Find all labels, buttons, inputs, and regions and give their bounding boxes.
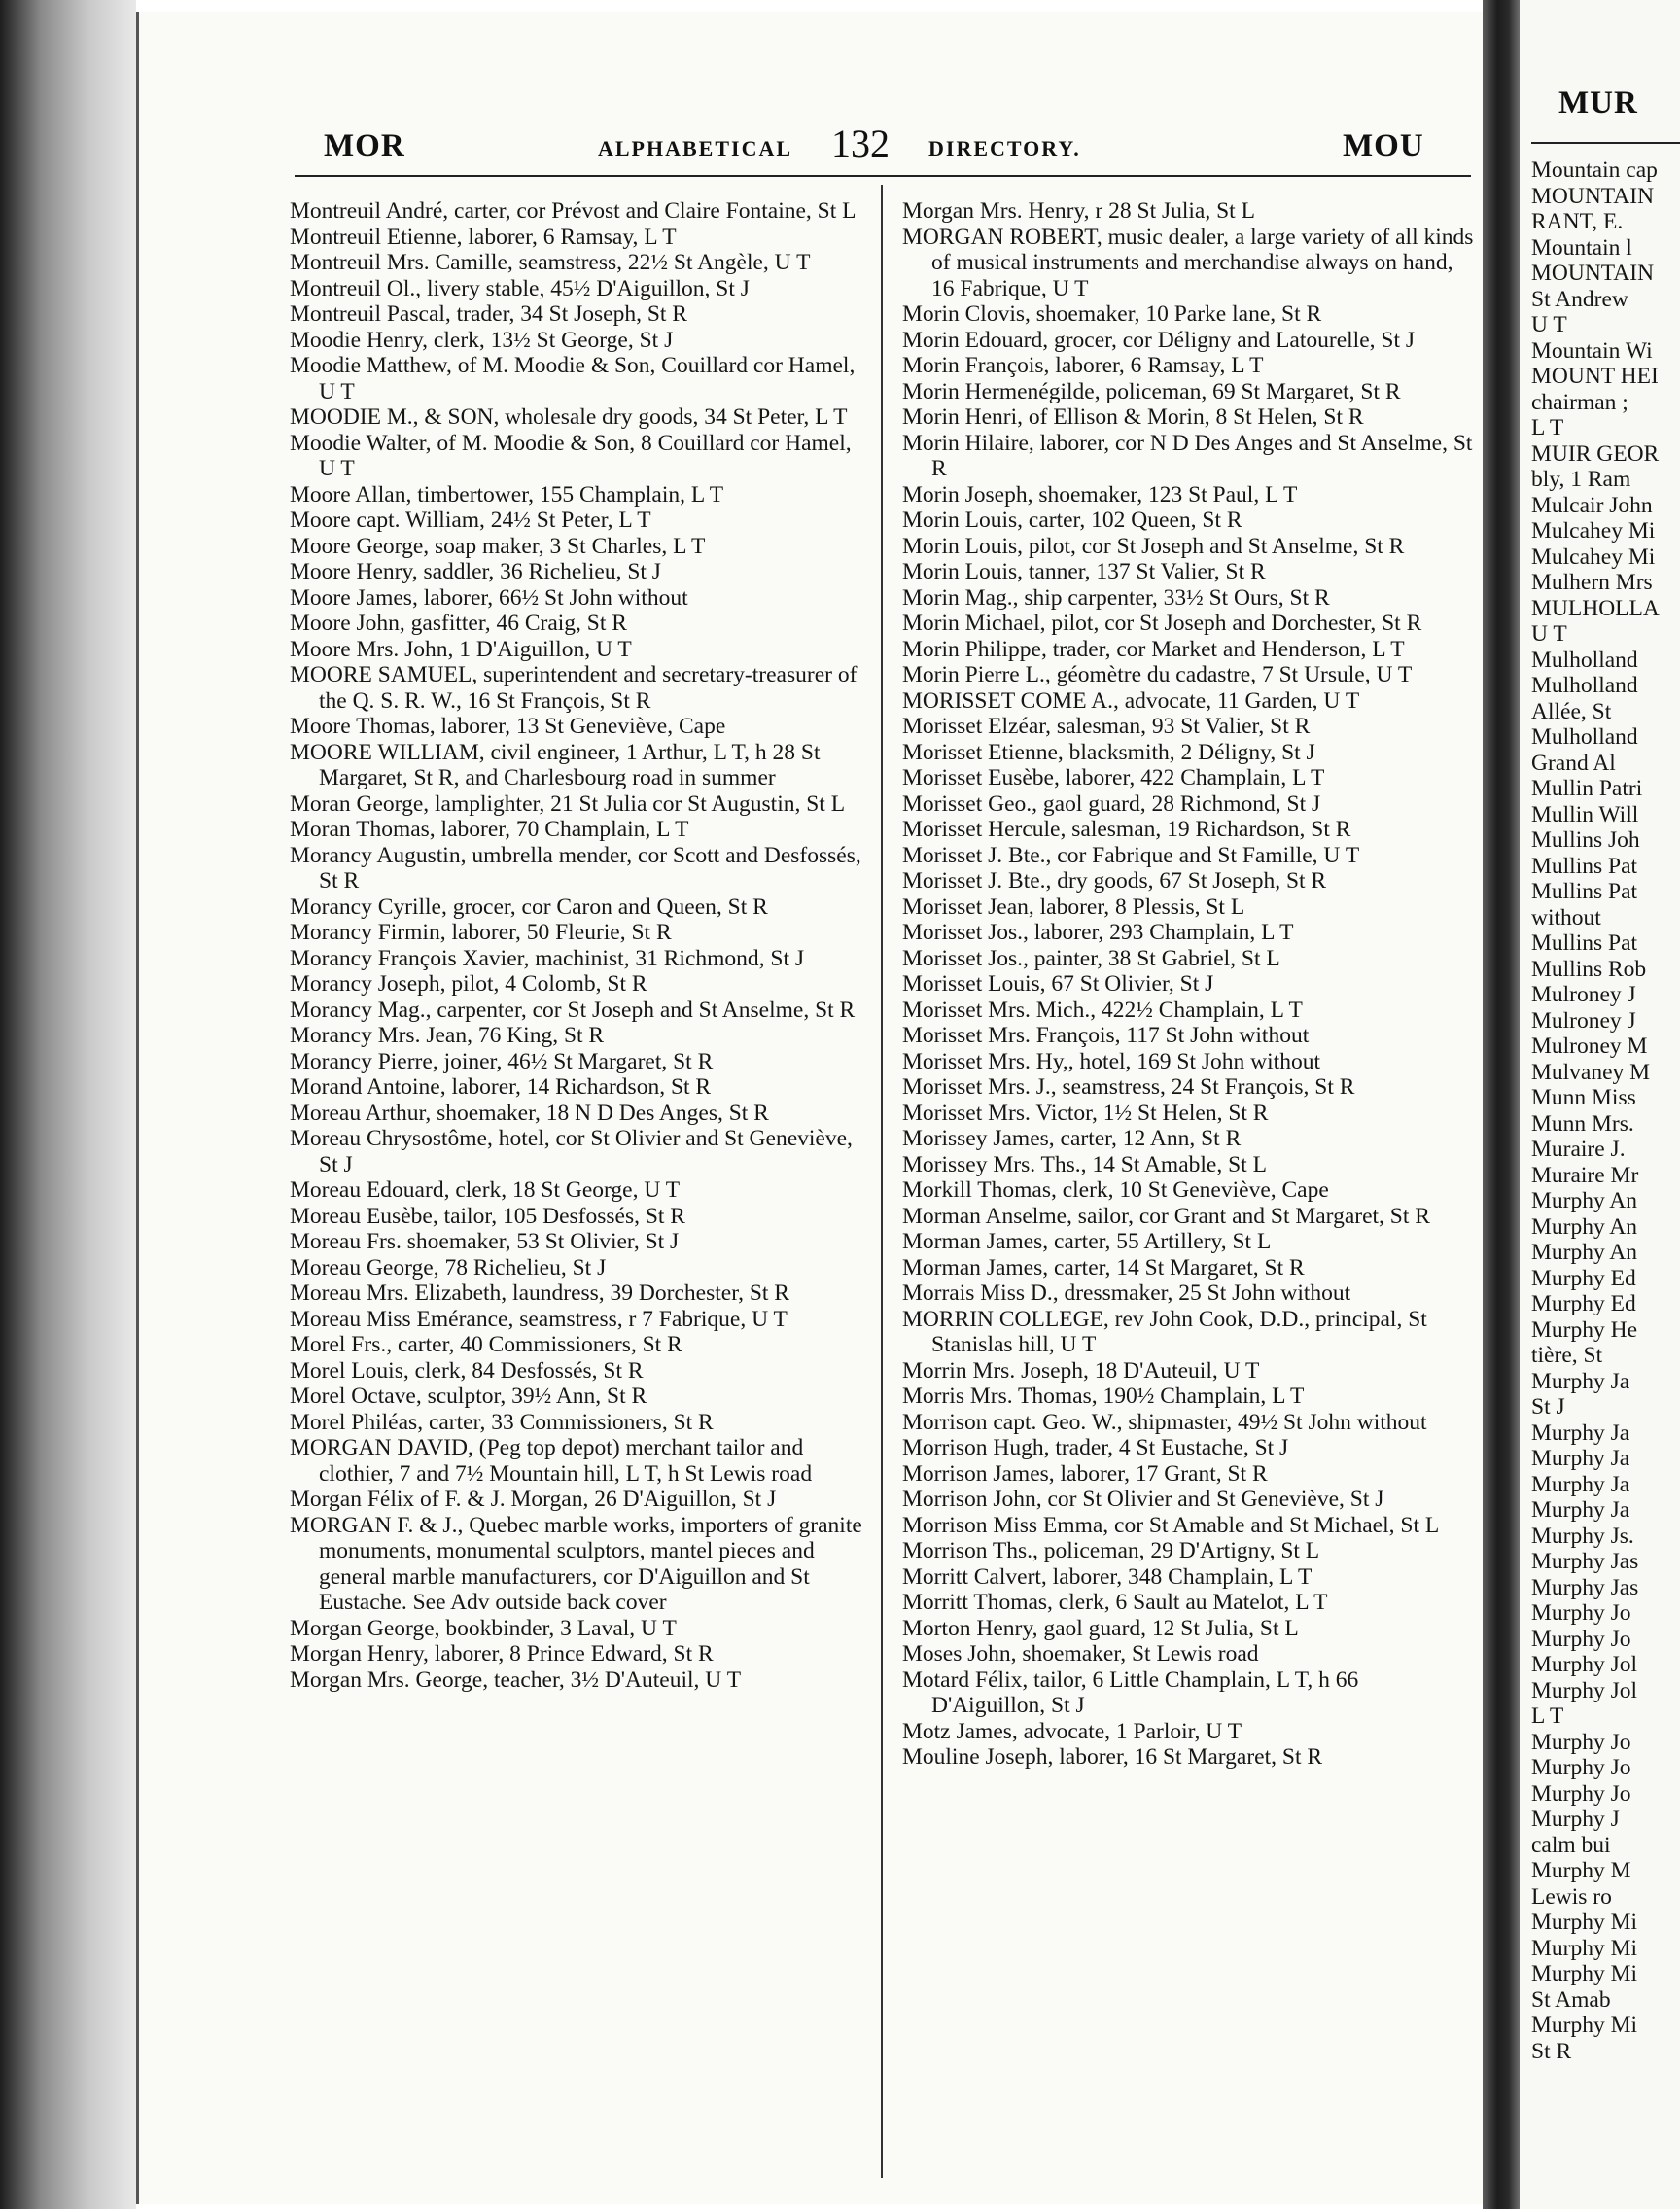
next-page-entry-fragment: RANT, E.: [1531, 209, 1624, 234]
directory-entry: Moreau Arthur, shoemaker, 18 N D Des Anges, St R: [290, 1100, 769, 1126]
directory-page: [136, 12, 1486, 2204]
next-page-entry-fragment: St Andrew: [1531, 286, 1628, 312]
directory-entry: Moreau Chrysostôme, hotel, cor St Olivier and St Geneviève, St J: [290, 1126, 853, 1177]
next-page-entry-fragment: Mulroney M: [1531, 1034, 1648, 1059]
directory-entry: Morin Joseph, shoemaker, 123 St Paul, L T: [902, 481, 1298, 508]
next-page-entry-fragment: Murphy Mi: [1531, 1935, 1638, 1961]
header-left-guide-word: MOR: [324, 128, 405, 163]
directory-entry: Morisset Elzéar, salesman, 93 St Valier, St R: [902, 714, 1311, 739]
next-page-entry-fragment: Murphy Jo: [1531, 1600, 1631, 1626]
directory-entry: Morin Pierre L., géomètre du cadastre, 7 St Ursule, U T: [902, 662, 1413, 687]
next-page-entry-fragment: bly, 1 Ram: [1531, 467, 1631, 492]
next-page-entry-fragment: Munn Miss: [1531, 1085, 1636, 1110]
directory-entry: Morin Mag., ship carpenter, 33½ St Ours, St R: [902, 584, 1330, 611]
directory-entry: Morancy Mrs. Jean, 76 King, St R: [290, 1023, 605, 1048]
next-page-entry-fragment: L T: [1531, 415, 1564, 440]
directory-entry: MORGAN DAVID, (Peg top depot) merchant tailor and clothier, 7 and 7½ Mountain hill, L T, h St Lewis road: [290, 1435, 813, 1487]
left-column: [290, 198, 863, 1693]
directory-entry: MORGAN F. & J., Quebec marble works, importers of granite monuments, monumental sculptors, mantel pieces and general marble manufacturers, cor D'Aiguillon and St Eustache. See Adv outside back cover: [290, 1512, 862, 1615]
directory-entry: Morisset Mrs. François, 117 St John without: [902, 1023, 1310, 1048]
directory-entry: Morrison Miss Emma, cor St Amable and St Michael, St L: [902, 1512, 1440, 1538]
next-page-entry-fragment: St Amab: [1531, 1986, 1611, 2013]
directory-entry: Moore Allan, timbertower, 155 Champlain, L T: [290, 481, 724, 508]
next-page-entry-fragment: MULHOLLA: [1531, 595, 1660, 621]
next-page-entry-fragment: Murphy Jas: [1531, 1549, 1639, 1574]
directory-entry: Morisset Mrs. Mich., 422½ Champlain, L T: [902, 997, 1303, 1023]
directory-entry: Moodie Henry, clerk, 13½ St George, St J: [290, 327, 674, 353]
next-page-entry-fragment: Mullins Rob: [1531, 956, 1647, 982]
directory-entry: MORISSET COME A., advocate, 11 Garden, U T: [902, 687, 1360, 714]
directory-entry: Morman Anselme, sailor, cor Grant and St Margaret, St R: [902, 1203, 1430, 1229]
directory-entry: Motz James, advocate, 1 Parloir, U T: [902, 1718, 1242, 1744]
directory-entry: MOORE WILLIAM, civil engineer, 1 Arthur, L T, h 28 St Margaret, St R, and Charlesbourg road in summer: [290, 739, 821, 790]
directory-entry: MORRIN COLLEGE, rev John Cook, D.D., principal, St Stanislas hill, U T: [902, 1306, 1427, 1357]
directory-entry: Morrison John, cor St Olivier and St Geneviève, St J: [902, 1487, 1384, 1512]
next-page-entry-fragment: Mulcahey Mi: [1531, 518, 1656, 543]
directory-entry: Morgan Mrs. George, teacher, 3½ D'Auteuil, U T: [290, 1666, 742, 1693]
directory-entry: Morin Louis, carter, 102 Queen, St R: [902, 508, 1242, 533]
directory-entry: Morrin Mrs. Joseph, 18 D'Auteuil, U T: [902, 1357, 1260, 1384]
next-page-entry-fragment: U T: [1531, 312, 1567, 337]
next-page-entry-fragment: Murphy Jo: [1531, 1780, 1631, 1806]
directory-entry: Moreau Frs. shoemaker, 53 St Olivier, St J: [290, 1229, 680, 1254]
directory-entry: Moreau George, 78 Richelieu, St J: [290, 1254, 607, 1280]
directory-entry: Morrison Hugh, trader, 4 St Eustache, St J: [902, 1435, 1289, 1460]
directory-entry: Morin François, laborer, 6 Ramsay, L T: [902, 353, 1264, 378]
next-page-entry-fragment: Murphy Ja: [1531, 1368, 1630, 1394]
next-page-entry-fragment: Mulcahey Mi: [1531, 543, 1656, 570]
directory-entry: Morin Philippe, trader, cor Market and Henderson, L T: [902, 636, 1405, 662]
directory-entry: Morritt Thomas, clerk, 6 Sault au Matelot, L T: [902, 1590, 1328, 1615]
directory-entry: Morman James, carter, 55 Artillery, St L: [902, 1229, 1272, 1254]
next-page-entry-fragment: Muraire J.: [1531, 1137, 1626, 1162]
directory-entry: Morman James, carter, 14 St Margaret, St R: [902, 1254, 1305, 1280]
next-page-entry-fragment: Murphy Mi: [1531, 1910, 1638, 1935]
directory-entry: Moore Mrs. John, 1 D'Aiguillon, U T: [290, 636, 632, 662]
next-page-entry-fragment: Mulroney J: [1531, 982, 1636, 1007]
directory-entry: Morisset Geo., gaol guard, 28 Richmond, St J: [902, 790, 1321, 817]
directory-entry: Moodie Walter, of M. Moodie & Son, 8 Couillard cor Hamel, U T: [290, 430, 852, 481]
next-page-entry-fragment: Mulhern Mrs: [1531, 570, 1653, 595]
directory-entry: Morisset Mrs. Hy,, hotel, 169 St John without: [902, 1048, 1320, 1074]
directory-entry: Morin Michael, pilot, cor St Joseph and Dorchester, St R: [902, 611, 1422, 636]
next-page-rule: [1531, 142, 1680, 144]
directory-entry: Morgan Henry, laborer, 8 Prince Edward, St R: [290, 1641, 714, 1666]
next-page-entry-fragment: tière, St: [1531, 1343, 1603, 1368]
directory-entry: Morancy Firmin, laborer, 50 Fleurie, St R: [290, 920, 672, 945]
directory-entry: Moore Thomas, laborer, 13 St Geneviève, Cape: [290, 714, 726, 739]
directory-entry: Morrison Ths., policeman, 29 D'Artigny, St L: [902, 1538, 1320, 1563]
book-gutter: [1483, 0, 1520, 2209]
next-page-entry-fragment: chairman ;: [1531, 389, 1628, 415]
next-page-entry-fragment: MOUNTAIN: [1531, 183, 1655, 209]
next-page-entry-fragment: Mullins Pat: [1531, 930, 1638, 956]
directory-entry: Morisset Louis, 67 St Olivier, St J: [902, 971, 1214, 997]
directory-entry: Morancy Mag., carpenter, cor St Joseph and St Anselme, St R: [290, 997, 856, 1023]
next-page-entry-fragment: MOUNT HEI: [1531, 364, 1659, 389]
directory-entry: Morisset Etienne, blacksmith, 2 Déligny, St J: [902, 739, 1315, 765]
directory-entry: Morisset J. Bte., dry goods, 67 St Joseph, St R: [902, 868, 1327, 894]
directory-entry: Morisset Eusèbe, laborer, 422 Champlain, L T: [902, 765, 1325, 790]
directory-entry: Moreau Edouard, clerk, 18 St George, U T: [290, 1177, 681, 1203]
next-page-entry-fragment: Murphy J: [1531, 1806, 1620, 1832]
next-page-entry-fragment: Mountain Wi: [1531, 337, 1653, 364]
next-page-entry-fragment: Murphy Ja: [1531, 1446, 1630, 1471]
directory-entry: Moreau Mrs. Elizabeth, laundress, 39 Dorchester, St R: [290, 1280, 789, 1306]
next-page-entry-fragment: Murphy Ja: [1531, 1471, 1630, 1497]
directory-entry: Moreau Miss Emérance, seamstress, r 7 Fabrique, U T: [290, 1306, 788, 1332]
next-page-entry-fragment: MUIR GEOR: [1531, 440, 1660, 467]
next-page-entry-fragment: U T: [1531, 621, 1567, 647]
directory-entry: Morris Mrs. Thomas, 190½ Champlain, L T: [902, 1384, 1305, 1409]
next-page-entry-fragment: Mountain l: [1531, 234, 1632, 261]
next-page-entry-fragment: calm bui: [1531, 1832, 1611, 1858]
directory-entry: Morel Octave, sculptor, 39½ Ann, St R: [290, 1384, 648, 1409]
directory-entry: Morin Clovis, shoemaker, 10 Parke lane, St R: [902, 301, 1322, 327]
directory-entry: Morisset Jos., painter, 38 St Gabriel, St L: [902, 945, 1280, 971]
directory-entry: Morrison James, laborer, 17 Grant, St R: [902, 1460, 1268, 1487]
directory-entry: Morin Louis, tanner, 137 St Valier, St R: [902, 559, 1266, 584]
directory-entry: Morissey Mrs. Ths., 14 St Amable, St L: [902, 1151, 1267, 1177]
next-page-entry-fragment: MOUNTAIN: [1531, 261, 1655, 286]
directory-entry: Morrais Miss D., dressmaker, 25 St John without: [902, 1280, 1351, 1306]
directory-entry: Montreuil Mrs. Camille, seamstress, 22½ St Angèle, U T: [290, 250, 811, 275]
next-page-entry-fragment: Murphy M: [1531, 1858, 1631, 1883]
directory-entry: Morin Hilaire, laborer, cor N D Des Anges and St Anselme, St R: [902, 430, 1473, 481]
directory-entry: Moreau Eusèbe, tailor, 105 Desfossés, St R: [290, 1203, 685, 1229]
directory-entry: Montreuil Pascal, trader, 34 St Joseph, St R: [290, 301, 687, 327]
directory-entry: Morton Henry, gaol guard, 12 St Julia, St L: [902, 1615, 1299, 1641]
next-page-entry-fragment: Murphy An: [1531, 1188, 1638, 1213]
next-page-entry-fragment: Murphy Jo: [1531, 1729, 1631, 1755]
directory-entry: Morancy Augustin, umbrella mender, cor Scott and Desfossés, St R: [290, 842, 861, 894]
book-edge: [0, 0, 136, 2209]
next-page-entry-fragment: Murphy Mi: [1531, 1961, 1638, 1986]
directory-entry: Moodie Matthew, of M. Moodie & Son, Couillard cor Hamel, U T: [290, 353, 856, 404]
directory-entry: Morgan Félix of F. & J. Morgan, 26 D'Aiguillon, St J: [290, 1487, 777, 1512]
directory-entry: Moore George, soap maker, 3 St Charles, L T: [290, 533, 706, 559]
directory-entry: Moore capt. William, 24½ St Peter, L T: [290, 508, 651, 533]
directory-entry: Morkill Thomas, clerk, 10 St Geneviève, Cape: [902, 1177, 1329, 1203]
directory-entry: Moore James, laborer, 66½ St John without: [290, 584, 688, 611]
page-header: [139, 117, 1486, 167]
next-page-entry-fragment: Murphy Jol: [1531, 1652, 1638, 1677]
directory-entry: Moore Henry, saddler, 36 Richelieu, St J: [290, 559, 661, 584]
directory-entry: Morritt Calvert, laborer, 348 Champlain, L T: [902, 1563, 1312, 1590]
next-page-entry-fragment: Murphy Jo: [1531, 1755, 1631, 1780]
header-title-right: DIRECTORY.: [928, 136, 1081, 160]
column-divider: [881, 185, 883, 2178]
directory-entry: Morel Louis, clerk, 84 Desfossés, St R: [290, 1357, 644, 1384]
directory-entry: Morin Henri, of Ellison & Morin, 8 St Helen, St R: [902, 404, 1364, 430]
next-page-entry-fragment: Lewis ro: [1531, 1883, 1612, 1910]
header-rule: [295, 175, 1471, 177]
next-page-entry-fragment: Murphy Mi: [1531, 2013, 1638, 2038]
next-page-entry-fragment: Murphy Ed: [1531, 1265, 1636, 1291]
next-page-entry-fragment: without: [1531, 904, 1601, 930]
directory-entry: Mouline Joseph, laborer, 16 St Margaret, St R: [902, 1744, 1323, 1770]
right-column: [902, 198, 1476, 1771]
next-page-entry-fragment: Mullins Pat: [1531, 853, 1638, 879]
next-page-entry-fragment: Murphy Ja: [1531, 1420, 1630, 1446]
next-page-entry-fragment: Allée, St: [1531, 698, 1612, 724]
directory-entry: Morisset Mrs. Victor, 1½ St Helen, St R: [902, 1100, 1269, 1126]
directory-entry: Morisset Jos., laborer, 293 Champlain, L T: [902, 920, 1294, 945]
next-page-entry-fragment: Mulvaney M: [1531, 1059, 1651, 1085]
next-page-entry-fragment: L T: [1531, 1703, 1564, 1729]
next-page-entry-fragment: Murphy Ed: [1531, 1291, 1636, 1316]
directory-entry: Morin Edouard, grocer, cor Déligny and Latourelle, St J: [902, 327, 1416, 353]
directory-entry: Morel Frs., carter, 40 Commissioners, St R: [290, 1332, 682, 1357]
next-page-entry-fragment: Grand Al: [1531, 750, 1616, 776]
directory-entry: Morgan George, bookbinder, 3 Laval, U T: [290, 1615, 677, 1641]
next-page-entry-fragment: Muraire Mr: [1531, 1162, 1639, 1188]
next-page-entry-fragment: Mullin Patri: [1531, 776, 1643, 801]
next-page-entry-fragment: St R: [1531, 2038, 1572, 2064]
directory-entry: Morancy Joseph, pilot, 4 Colomb, St R: [290, 971, 648, 997]
next-page-entry-fragment: Mullins Pat: [1531, 879, 1638, 904]
next-page-entry-fragment: Mulcair John: [1531, 492, 1653, 518]
directory-entry: Morgan Mrs. Henry, r 28 St Julia, St L: [902, 198, 1255, 224]
next-page-entry-fragment: Mountain cap: [1531, 158, 1658, 183]
directory-entry: MORGAN ROBERT, music dealer, a large variety of all kinds of musical instruments and merchandise always on hand, 16 Fabrique, U T: [902, 224, 1474, 301]
directory-entry: Morisset Jean, laborer, 8 Plessis, St L: [902, 894, 1245, 920]
directory-entry: Morel Philéas, carter, 33 Commissioners, St R: [290, 1409, 714, 1435]
next-page-entry-fragment: Murphy Js.: [1531, 1523, 1634, 1549]
next-page-entry-fragment: Mullins Joh: [1531, 827, 1640, 853]
directory-entry: Morand Antoine, laborer, 14 Richardson, St R: [290, 1074, 712, 1100]
next-page-entry-fragment: Murphy An: [1531, 1240, 1638, 1265]
next-page-entry-fragment: Mulroney J: [1531, 1007, 1636, 1034]
next-page-column: [1531, 158, 1680, 2064]
directory-entry: Morrison capt. Geo. W., shipmaster, 49½ St John without: [902, 1409, 1427, 1435]
next-page-entry-fragment: Mulholland: [1531, 647, 1638, 673]
directory-entry: Moran George, lamplighter, 21 St Julia cor St Augustin, St L: [290, 790, 846, 817]
directory-entry: Morisset Hercule, salesman, 19 Richardson, St R: [902, 817, 1351, 842]
page-number: 132: [831, 122, 890, 165]
directory-entry: Motard Félix, tailor, 6 Little Champlain, L T, h 66 D'Aiguillon, St J: [902, 1666, 1359, 1718]
header-title-left: ALPHABETICAL: [598, 136, 793, 160]
directory-entry: Morancy Cyrille, grocer, cor Caron and Queen, St R: [290, 894, 768, 920]
next-page-entry-fragment: Mulholland: [1531, 673, 1638, 698]
next-page-entry-fragment: Murphy Jol: [1531, 1677, 1638, 1703]
directory-entry: Montreuil André, carter, cor Prévost and Claire Fontaine, St L: [290, 198, 857, 224]
directory-entry: Morissey James, carter, 12 Ann, St R: [902, 1126, 1242, 1151]
directory-entry: Morin Louis, pilot, cor St Joseph and St Anselme, St R: [902, 533, 1405, 559]
next-page-entry-fragment: Murphy An: [1531, 1213, 1638, 1240]
directory-entry: Moses John, shoemaker, St Lewis road: [902, 1641, 1259, 1666]
next-page-entry-fragment: Murphy Jo: [1531, 1626, 1631, 1652]
directory-entry: Morancy Pierre, joiner, 46½ St Margaret, St R: [290, 1048, 714, 1074]
directory-entry: Morisset J. Bte., cor Fabrique and St Famille, U T: [902, 842, 1360, 868]
directory-entry: Morisset Mrs. J., seamstress, 24 St François, St R: [902, 1074, 1355, 1100]
next-page-entry-fragment: Murphy Ja: [1531, 1497, 1630, 1523]
directory-entry: Montreuil Etienne, laborer, 6 Ramsay, L T: [290, 224, 677, 250]
directory-entry: Moran Thomas, laborer, 70 Champlain, L T: [290, 817, 689, 842]
next-page-entry-fragment: Munn Mrs.: [1531, 1110, 1634, 1137]
directory-entry: MOODIE M., & SON, wholesale dry goods, 34 St Peter, L T: [290, 404, 848, 430]
next-page-entry-fragment: St J: [1531, 1394, 1565, 1420]
directory-entry: Montreuil Ol., livery stable, 45½ D'Aiguillon, St J: [290, 275, 750, 301]
next-page-entry-fragment: Murphy He: [1531, 1316, 1637, 1343]
next-page-entry-fragment: Murphy Jas: [1531, 1574, 1639, 1600]
directory-entry: Moore John, gasfitter, 46 Craig, St R: [290, 611, 627, 636]
next-page-header: MUR: [1558, 86, 1638, 121]
next-page-edge: [1520, 0, 1680, 2209]
directory-entry: Morin Hermenégilde, policeman, 69 St Margaret, St R: [902, 378, 1401, 404]
next-page-entry-fragment: Mullin Will: [1531, 801, 1639, 827]
header-right-guide-word: MOU: [1343, 128, 1424, 163]
next-page-entry-fragment: Mulholland: [1531, 724, 1638, 750]
directory-entry: MOORE SAMUEL, superintendent and secretary-treasurer of the Q. S. R. W., 16 St François, St R: [290, 662, 858, 714]
directory-entry: Morancy François Xavier, machinist, 31 Richmond, St J: [290, 945, 805, 971]
